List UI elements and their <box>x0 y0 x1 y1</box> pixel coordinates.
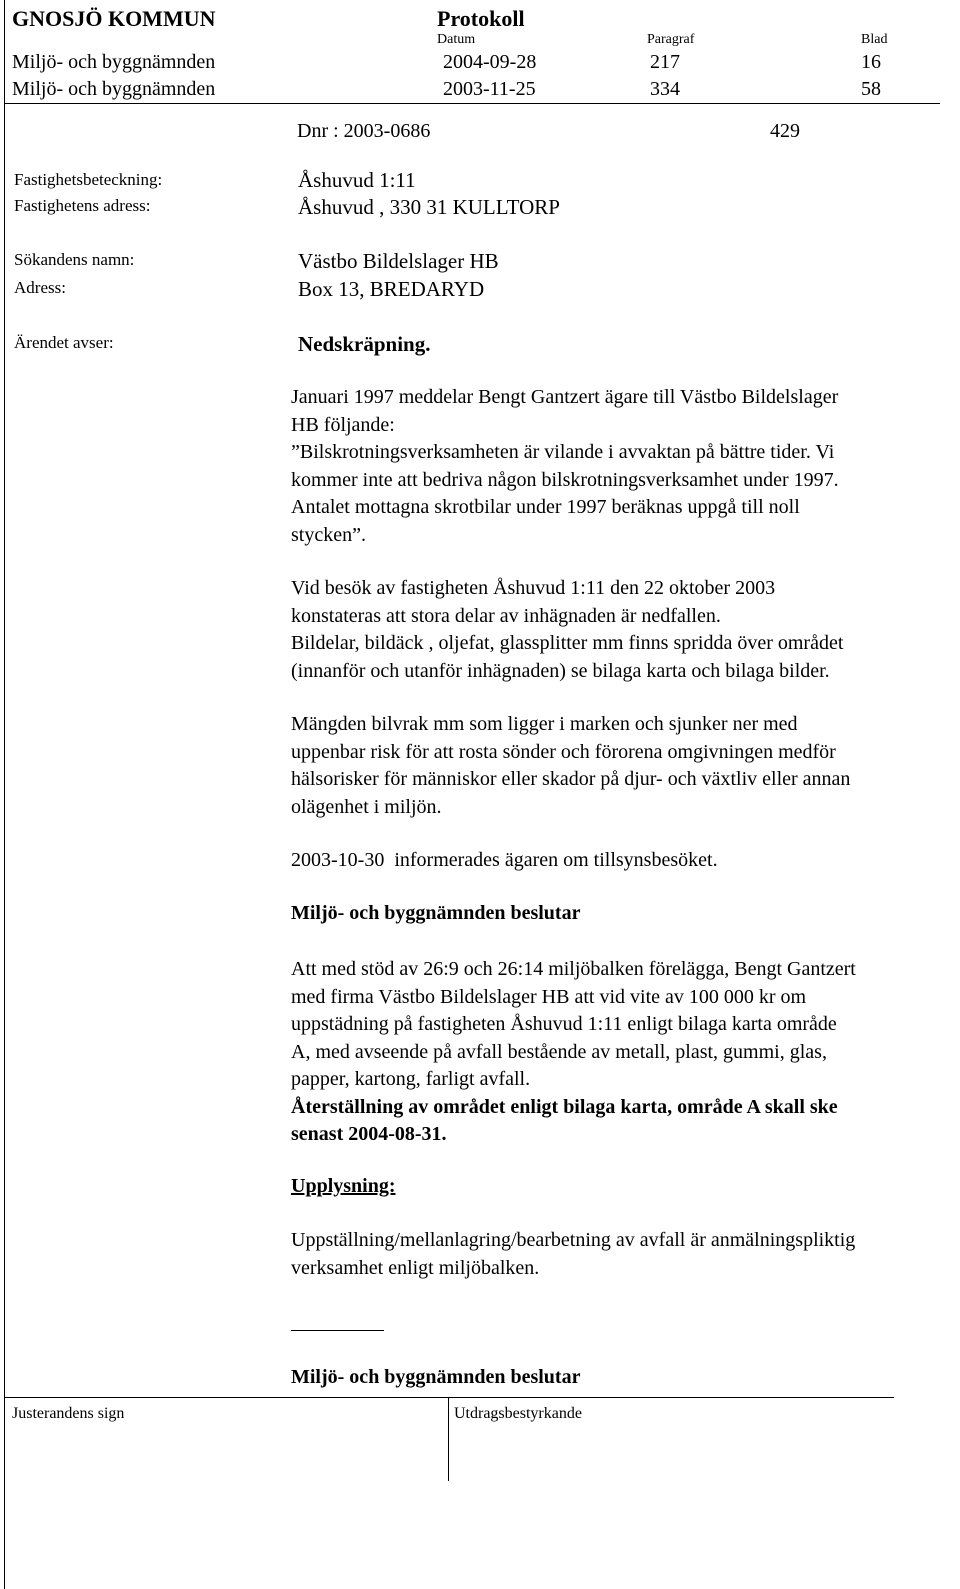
row2-datum: 2003-11-25 <box>443 78 536 100</box>
text-line: Mängden bilvrak mm som ligger i marken och sjunker ner med <box>291 713 798 735</box>
dnr: Dnr : 2003-0686 <box>297 120 431 142</box>
text-line: verksamhet enligt miljöbalken. <box>291 1256 540 1279</box>
org-name: GNOSJÖ KOMMUN <box>12 6 216 31</box>
text-line: hälsorisker för människor eller skador på djur- och växtliv eller annan <box>291 768 851 790</box>
text-line: Bildelar, bildäck , oljefat, glassplitter mm finns spridda över området <box>291 632 844 654</box>
col-blad: Blad <box>861 32 888 47</box>
paragraph-3 <box>291 711 956 821</box>
text-line: stycken”. <box>291 523 366 546</box>
row2-paragraf: 334 <box>650 78 680 100</box>
paragraph-6 <box>291 1227 956 1282</box>
text-line-bold: senast 2004-08-31. <box>291 1123 447 1145</box>
utdragsbestyrkande: Utdragsbestyrkande <box>454 1405 582 1422</box>
paragraph-5 <box>291 956 956 1149</box>
paragraph-2 <box>291 575 956 685</box>
paragraph-4 <box>291 847 956 875</box>
row1-blad: 16 <box>861 51 881 73</box>
text-line: uppstädning på fastigheten Åshuvud 1:11 enligt bilaga karta område <box>291 1013 837 1035</box>
row1-paragraf: 217 <box>650 51 680 73</box>
text-line: kommer inte att bedriva någon bilskrotningsverksamhet under 1997. <box>291 468 839 491</box>
arende-value: Nedskräpning. <box>298 332 431 356</box>
dnr-number: 429 <box>770 120 800 142</box>
justerandens-sign: Justerandens sign <box>12 1405 125 1422</box>
adress-value: Box 13, BREDARYD <box>298 277 485 301</box>
adress-label: Adress: <box>14 278 66 297</box>
text-line: Antalet mottagna skrotbilar under 1997 beräknas uppgå till noll <box>291 496 800 518</box>
heading-text: Miljö- och byggnämnden beslutar <box>291 1366 581 1388</box>
col-paragraf: Paragraf <box>647 32 695 47</box>
text-line: 2003-10-30 informerades ägaren om tillsynsbesöket. <box>291 849 718 871</box>
text-line: Januari 1997 meddelar Bengt Gantzert ägare till Västbo Bildelslager <box>291 386 839 408</box>
row2-blad: 58 <box>861 78 881 100</box>
text-line: konstateras att stora delar av inhägnaden är nedfallen. <box>291 604 721 627</box>
separator-short <box>291 1330 384 1331</box>
row1-datum: 2004-09-28 <box>443 51 537 73</box>
text-line: Vid besök av fastigheten Åshuvud 1:11 den 22 oktober 2003 <box>291 577 776 599</box>
left-margin-rule <box>4 0 5 1589</box>
text-line: uppenbar risk för att rosta sönder och förorena omgivningen medför <box>291 740 836 763</box>
fastighet-adress-label: Fastighetens adress: <box>14 196 151 215</box>
text-line: olägenhet i miljön. <box>291 795 442 818</box>
decision-heading-2 <box>291 1364 956 1392</box>
doc-type: Protokoll <box>437 6 525 31</box>
heading-text: Upplysning: <box>291 1175 396 1197</box>
heading-text: Miljö- och byggnämnden beslutar <box>291 902 581 924</box>
text-line: (innanför och utanför inhägnaden) se bilaga karta och bilaga bilder. <box>291 659 830 682</box>
text-line: Att med stöd av 26:9 och 26:14 miljöbalken förelägga, Bengt Gantzert <box>291 958 856 980</box>
text-line: ”Bilskrotningsverksamheten är vilande i avvaktan på bättre tider. Vi <box>291 441 835 463</box>
col-datum: Datum <box>437 32 476 47</box>
row2-body: Miljö- och byggnämnden <box>12 78 216 100</box>
fastighet-value: Åshuvud 1:11 <box>298 168 416 192</box>
text-line: papper, kartong, farligt avfall. <box>291 1068 531 1090</box>
text-line: A, med avseende på avfall bestående av metall, plast, gummi, glas, <box>291 1040 827 1063</box>
row1-body: Miljö- och byggnämnden <box>12 51 216 73</box>
text-line: HB följande: <box>291 413 395 436</box>
upplysning-heading <box>291 1173 956 1201</box>
paragraph-1 <box>291 384 956 549</box>
header-rule <box>4 103 940 104</box>
fastighet-adress-value: Åshuvud , 330 31 KULLTORP <box>298 195 560 219</box>
text-line: Uppställning/mellanlagring/bearbetning av avfall är anmälningspliktig <box>291 1229 856 1251</box>
text-line: med firma Västbo Bildelslager HB att vid vite av 100 000 kr om <box>291 985 807 1008</box>
sokande-label: Sökandens namn: <box>14 250 135 269</box>
footer-rule <box>4 1397 894 1398</box>
arende-label: Ärendet avser: <box>14 333 114 352</box>
sokande-value: Västbo Bildelslager HB <box>298 249 499 273</box>
footer-divider <box>448 1397 449 1481</box>
fastighet-label: Fastighetsbeteckning: <box>14 170 163 189</box>
decision-heading-1 <box>291 900 956 928</box>
text-line-bold: Återställning av området enligt bilaga karta, område A skall ske <box>291 1095 838 1118</box>
